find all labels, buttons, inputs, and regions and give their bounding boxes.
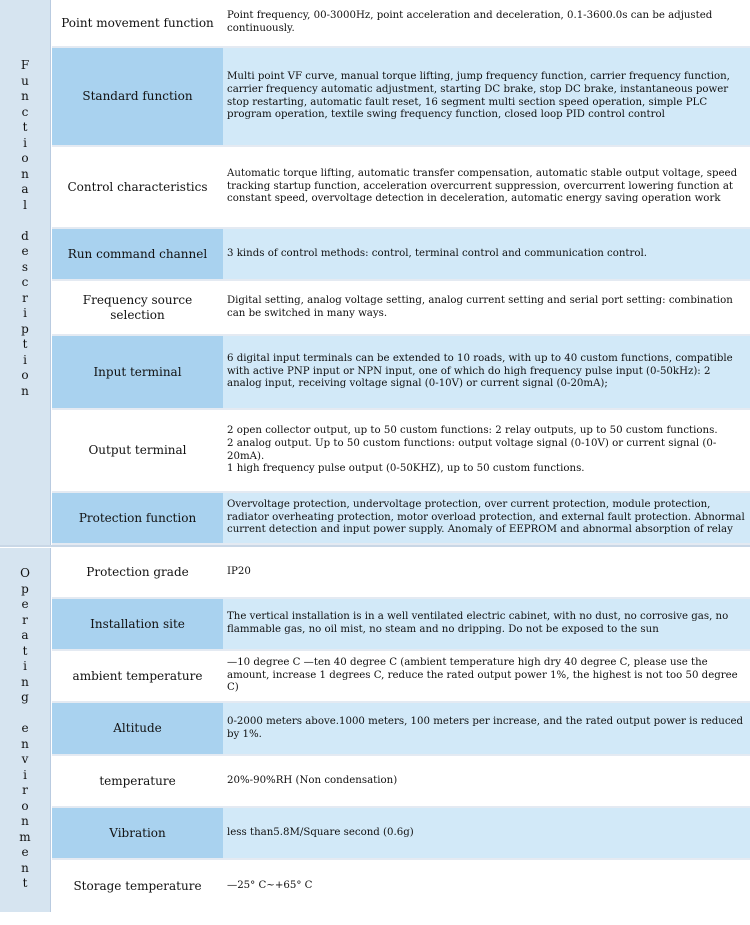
- spec-row-protection-grade: [52, 548, 750, 599]
- spec-row-protection-function: [52, 493, 750, 545]
- spec-row-humidity: [52, 756, 750, 808]
- group-functional-text: F u n c t i o n a l d e s c r i p t i o n: [20, 58, 30, 398]
- spec-row-name: Output terminal: [52, 410, 223, 491]
- spec-row-desc: 2 open collector output, up to 50 custom functions: 2 relay outputs, up to 50 custom functions. 2 analog output. Up to 50 custom functions: output voltage signal (0-10V) or current signal (0-20mA). 1 high frequency pulse output (0-50KHZ), up to 50 custom functions.: [223, 410, 750, 491]
- spec-row-name: Altitude: [52, 703, 223, 754]
- group-functional-label: [0, 0, 51, 546]
- spec-row-name: temperature: [52, 756, 223, 806]
- spec-row-desc: Digital setting, analog voltage setting, analog current setting and serial port setting: combination can be switched in many ways.: [223, 281, 750, 334]
- spec-row-name: Protection function: [52, 493, 223, 543]
- spec-row-output-terminal: [52, 410, 750, 493]
- spec-row-desc: less than5.8M/Square second (0.6g): [223, 808, 750, 858]
- spec-row-ambient-temperature: [52, 651, 750, 703]
- spec-row-name: Run command channel: [52, 229, 223, 279]
- group-operating-label: [0, 548, 51, 912]
- group-separator: [0, 545, 750, 547]
- spec-row-name: Installation site: [52, 599, 223, 649]
- group-operating-text: O p e r a t i n g e n v i r o n m e n t: [19, 566, 31, 890]
- spec-row-altitude: [52, 703, 750, 756]
- spec-row-frequency-source: [52, 281, 750, 336]
- spec-row-desc: 6 digital input terminals can be extended to 10 roads, with up to 40 custom functions, compatible with active PNP input or NPN input, one of which do high frequency pulse input (0-50kHz): 2 analog input, receiving voltage signal (0-10V) or current signal (0-20mA);: [223, 336, 750, 408]
- spec-row-name: Control characteristics: [52, 147, 223, 227]
- spec-row-run-command-channel: [52, 229, 750, 281]
- spec-row-name: Input terminal: [52, 336, 223, 408]
- spec-row-desc: Automatic torque lifting, automatic transfer compensation, automatic stable output voltage, speed tracking startup function, acceleration overcurrent suppression, overcurrent lowering function at constant speed, overvoltage detection in deceleration, automatic energy saving operation work: [223, 147, 750, 227]
- spec-row-name: Frequency source selection: [52, 281, 223, 334]
- spec-row-desc: —25° C~+65° C: [223, 860, 750, 912]
- spec-row-control-characteristics: [52, 147, 750, 229]
- spec-row-vibration: [52, 808, 750, 860]
- spec-row-desc: IP20: [223, 548, 750, 597]
- spec-row-desc: —10 degree C —ten 40 degree C (ambient temperature high dry 40 degree C, please use the amount, increase 1 degrees C, reduce the rated output power 1%, the highest is not too 50 degree C): [223, 651, 750, 701]
- spec-row-desc: 0-2000 meters above.1000 meters, 100 meters per increase, and the rated output power is reduced by 1%.: [223, 703, 750, 754]
- spec-row-desc: 3 kinds of control methods: control, terminal control and communication control.: [223, 229, 750, 279]
- spec-row-name: ambient temperature: [52, 651, 223, 701]
- spec-row-standard-function: [52, 48, 750, 147]
- spec-row-desc: 20%-90%RH (Non condensation): [223, 756, 750, 806]
- spec-row-name: Protection grade: [52, 548, 223, 597]
- spec-row-desc: The vertical installation is in a well ventilated electric cabinet, with no dust, no corrosive gas, no flammable gas, no oil mist, no steam and no dripping. Do not be exposed to the sun: [223, 599, 750, 649]
- spec-row-name: Point movement function: [52, 0, 223, 46]
- spec-row-name: Storage temperature: [52, 860, 223, 912]
- spec-row-name: Standard function: [52, 48, 223, 145]
- spec-row-point-movement: [52, 0, 750, 48]
- spec-row-storage-temperature: [52, 860, 750, 912]
- spec-row-input-terminal: [52, 336, 750, 410]
- spec-row-installation-site: [52, 599, 750, 651]
- spec-row-desc: Overvoltage protection, undervoltage protection, over current protection, module protection, radiator overheating protection, motor overload protection, and external fault protection. Abnormal current detection and input power supply. Anomaly of EEPROM and abnormal absorption of relay: [223, 493, 750, 543]
- spec-row-desc: Multi point VF curve, manual torque lifting, jump frequency function, carrier frequency function, carrier frequency automatic adjustment, starting DC brake, stop DC brake, instantaneous power stop restarting, automatic fault reset, 16 segment multi section speed operation, simple PLC program operation, textile swing frequency function, closed loop PID control control: [223, 48, 750, 145]
- spec-row-desc: Point frequency, 00-3000Hz, point acceleration and deceleration, 0.1-3600.0s can be adjusted continuously.: [223, 0, 750, 46]
- spec-row-name: Vibration: [52, 808, 223, 858]
